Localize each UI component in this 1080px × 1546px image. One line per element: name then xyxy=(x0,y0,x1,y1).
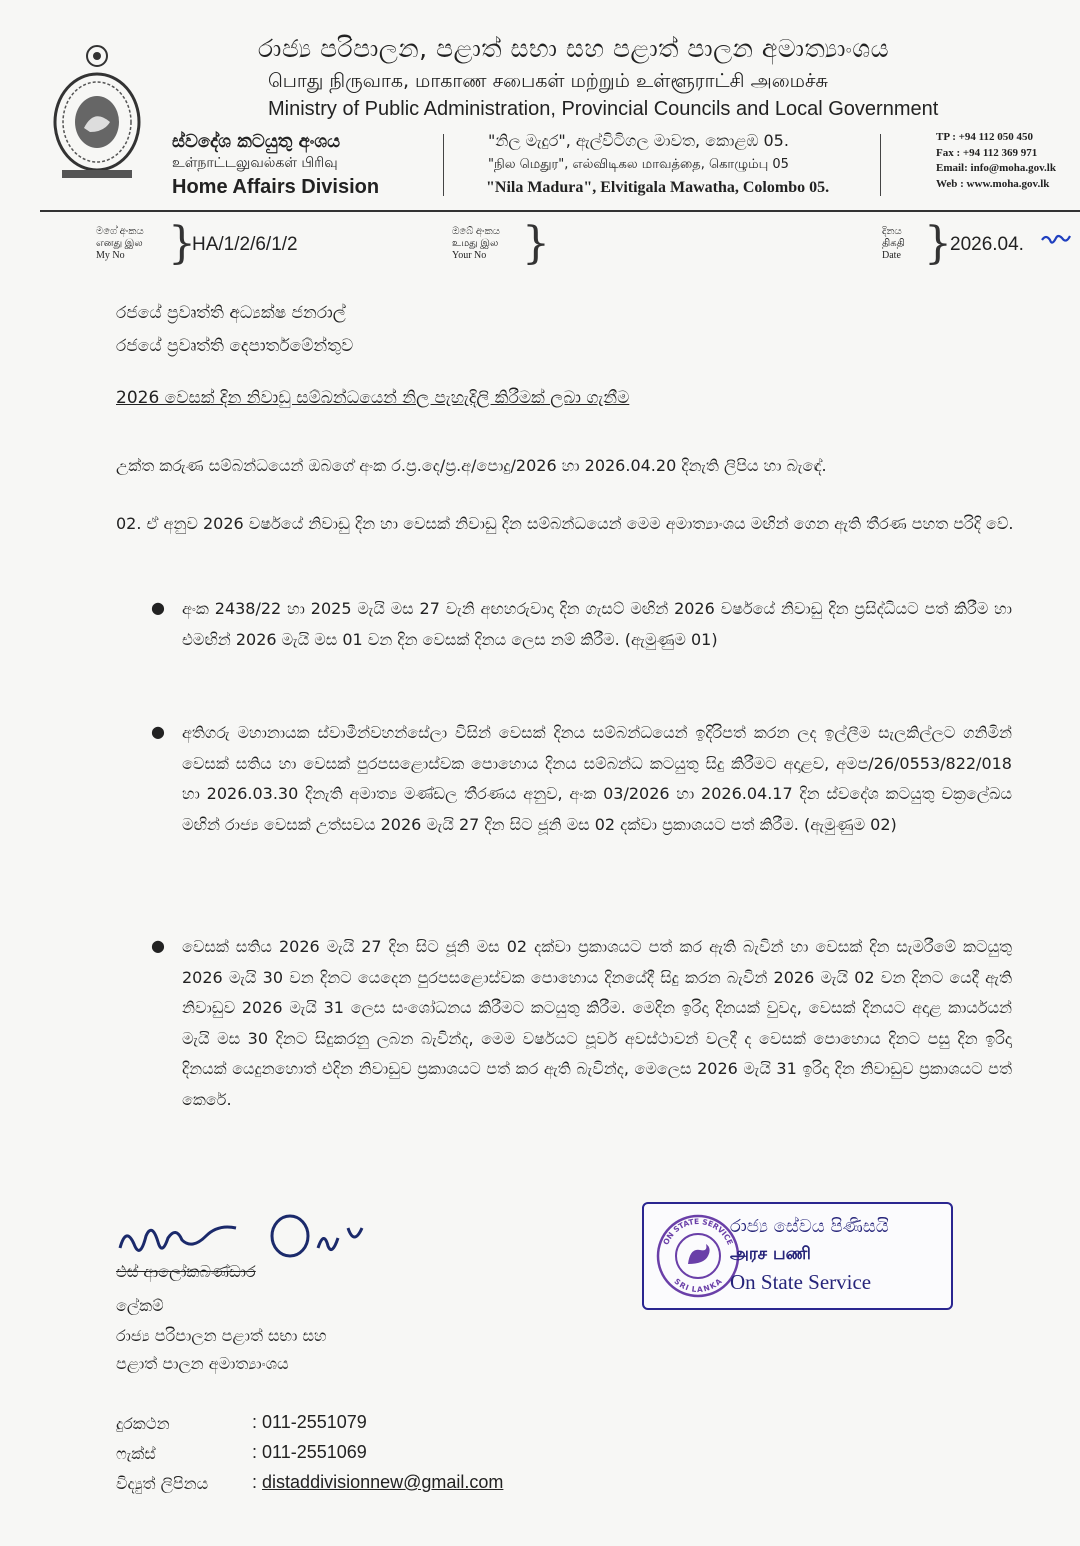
sri-lanka-emblem-icon xyxy=(48,30,146,190)
my-no-label-si: මගේ අංකය xyxy=(96,226,144,237)
signatory-org-line-2: පළාත් පාලන අමාත්‍යාංශය xyxy=(116,1354,289,1373)
seal-bottom-text: SRI LANKA xyxy=(672,1276,724,1295)
date-label xyxy=(882,226,905,262)
paragraph-1: උක්ත කරුණ සම්බන්ධයෙන් ඔබගේ අංක ර.ප්‍ර.දෙ/ප්‍ර.අ/පොදු/2026 හා 2026.04.20 දිනැති ලිපිය හා බැඳේ. xyxy=(116,456,827,475)
footer-phone-value: : 011-2551079 xyxy=(252,1412,367,1432)
contact-phone: TP : +94 112 050 450 xyxy=(936,131,1034,143)
addressee-line-2: රජයේ ප්‍රවෘත්ති දෙපාර්තමේන්තුව xyxy=(116,336,354,356)
state-service-seal-icon xyxy=(654,1212,742,1300)
stamp-text-tamil: அரச பணி xyxy=(730,1244,811,1264)
signatory-org-line-1: රාජ්‍ය පරිපාලන පළාත් සභා සහ xyxy=(116,1326,327,1345)
date-label-en: Date xyxy=(882,250,901,261)
your-no-label-en: Your No xyxy=(452,250,487,261)
division-name-english: Home Affairs Division xyxy=(172,176,380,198)
footer-fax-label: ෆැක්ස් xyxy=(116,1444,156,1463)
ministry-name-sinhala: රාජ්‍ය පරිපාලන, පළාත් සභා සහ පළාත් පාලන අමාත්‍යාංශය xyxy=(258,34,890,63)
stamp-text-english: On State Service xyxy=(730,1270,872,1294)
signatory-name: එස් ආලෝකබණ්ඩාර xyxy=(116,1262,256,1281)
header-divider xyxy=(880,134,881,196)
contact-email: Email: info@moha.gov.lk xyxy=(936,162,1056,174)
footer-email-row xyxy=(252,1472,503,1493)
footer-fax-value: : 011-2551069 xyxy=(252,1442,367,1462)
addressee-line-1: රජයේ ප්‍රවෘත්ති අධ්‍යක්ෂ ජනරාල් xyxy=(116,303,346,323)
ministry-name-tamil: பொது நிருவாக, மாகாண சபைகள் மற்றும் உள்ளூராட்சி அமைச்சு xyxy=(268,70,828,92)
contact-fax: Fax : +94 112 369 971 xyxy=(936,146,1038,159)
my-no-label xyxy=(96,226,144,262)
division-name-tamil: உள்நாட்டலுவல்கள் பிரிவு xyxy=(172,155,338,171)
contact-block xyxy=(936,130,1056,192)
contact-web: Web : www.moha.gov.lk xyxy=(936,177,1050,190)
paragraph-2: 02. ඒ අනුව 2026 වර්ෂයේ නිවාඩු දින හා වෙසක් නිවාඩු දින සම්බන්ධයෙන් මෙම අමාත්‍යාංශය මඟින් ගෙන ඇති තීරණ පහත පරිදි වේ. xyxy=(116,514,1014,533)
address-sinhala: "නිල මැදුර", ඇල්විටිගල මාවත, කොළඹ 05. xyxy=(488,131,789,150)
brace-decoration: } xyxy=(168,218,196,269)
header-divider xyxy=(443,134,444,196)
handwritten-date-mark xyxy=(1040,232,1072,250)
header-rule xyxy=(40,210,1080,212)
date-label-ta: திகதி xyxy=(882,238,905,249)
bullet-dot: ● xyxy=(151,598,165,617)
your-no-label-ta: உமது இல xyxy=(452,238,499,249)
division-name-sinhala: ස්වදේශ කටයුතු අංශය xyxy=(172,131,341,152)
stamp-text-sinhala: රාජ්‍ය සේවය පිණිසයි xyxy=(730,1216,889,1237)
letter-subject: 2026 වෙසක් දින නිවාඩු සම්බන්ධයෙන් නිල පැහැදිලි කිරීමක් ලබා ගැනීම xyxy=(116,388,630,408)
ministry-name-english: Ministry of Public Administration, Provincial Councils and Local Government xyxy=(268,98,939,120)
your-no-label-si: ඔබේ අංකය xyxy=(452,226,500,237)
bullet-dot: ● xyxy=(151,936,165,955)
brace-decoration: } xyxy=(924,218,952,269)
my-no-label-en: My No xyxy=(96,250,125,261)
my-no-value: HA/1/2/6/1/2 xyxy=(192,234,298,255)
svg-text:ON STATE SERVICE xyxy=(661,1217,734,1246)
footer-email-prefix: : xyxy=(252,1472,258,1492)
on-state-service-stamp xyxy=(642,1202,953,1310)
date-value: 2026.04. xyxy=(950,234,1024,255)
seal-top-text: ON STATE SERVICE xyxy=(661,1216,735,1247)
footer-phone-label: දුරකථන xyxy=(116,1414,170,1433)
brace-decoration: } xyxy=(522,218,550,269)
signatory-title: ලේකම් xyxy=(116,1296,164,1315)
my-no-label-ta: எனது இல xyxy=(96,238,143,249)
bullet-item-3: වෙසක් සතිය 2026 මැයි 27 දින සිට ජූනි මස 02 දක්වා ප්‍රකාශයට පත් කර ඇති බැවින් හා වෙසක් දින සැමරීමේ කටයුතු 2026 මැයි 30 වන දිනට යෙදෙන පුරපසළොස්වක පොහොය දිනයේදී සිදු කරන බැවින් 2026 මැයි 02 වන දිනට යෙදී ඇති නිවාඩුව 2026 මැයි 31 ලෙස සංශෝධනය කිරීමට කටයුතු කිරීම. මෙදින ඉරිදා දිනයක් වුවද, වෙසක් දිනයට අදාළ කාර්යයන් මැයි මස 30 දිනට සිදුකරනු ලබන බැවින්ද, මෙම වර්ෂයට පූර්ව අවස්ථාවන් වලදී ද වෙසක් පොහොය දිනට පසු දින ඉරිදා දිනයක් යෙදුනහොත් එදින නිවාඩුව ප්‍රකාශයට පත් කර ඇති බැවින්ද, මෙලෙස 2026 මැයි 31 ඉරිදා දින නිවාඩුව ප්‍රකාශයට පත් කෙරේ. xyxy=(182,937,1012,1109)
footer-email-label: විද්‍යුත් ලිපිනය xyxy=(116,1474,209,1493)
address-tamil: "நில மெதுர", எல்விடிகல மாவத்தை, கொழும்பு 05 xyxy=(488,157,789,172)
bullet-item-1: අංක 2438/22 හා 2025 මැයි මස 27 වැනි අඟහරුවාදා දින ගැසට් මඟින් 2026 වර්ෂයේ නිවාඩු දින ප්‍රසිද්ධියට පත් කිරීම හා එමඟින් 2026 මැයි මස 01 වන දින වෙසක් දිනය ලෙස නම් කිරීම. (ඇමුණුම 01) xyxy=(182,599,1012,649)
your-no-label xyxy=(452,226,500,262)
footer-email-link[interactable]: distaddivisionnew@gmail.com xyxy=(262,1472,504,1492)
date-label-si: දිනය xyxy=(882,226,902,237)
bullet-item-2: අතිගරු මහානායක ස්වාමීන්වහන්සේලා විසින් වෙසක් දිනය සම්බන්ධයෙන් ඉදිරිපත් කරන ලද ඉල්ලීම සැලකිල්ලට ගනිමින් වෙසක් සතිය හා වෙසක් පුරපසළොස්වක පොහොය දිනය සම්බන්ධ කටයුතු සිදු කිරීමට අදාළව, අමප/26/0553/822/018 හා 2026.03.30 දිනැති අමාත්‍ය මණ්ඩල තීරණය අනුව, අංක 03/2026 හා 2026.04.17 දින ස්වදේශ කටයුතු චක්‍රලේඛය මඟින් රාජ්‍ය වෙසක් උත්සවය 2026 මැයි 27 දින සිට ජූනි මස 02 දක්වා ප්‍රකාශයට පත් කිරීම. (ඇමුණුම 02) xyxy=(182,723,1012,834)
bullet-dot: ● xyxy=(151,722,165,741)
address-english: "Nila Madura", Elvitigala Mawatha, Colombo 05. xyxy=(486,179,830,196)
